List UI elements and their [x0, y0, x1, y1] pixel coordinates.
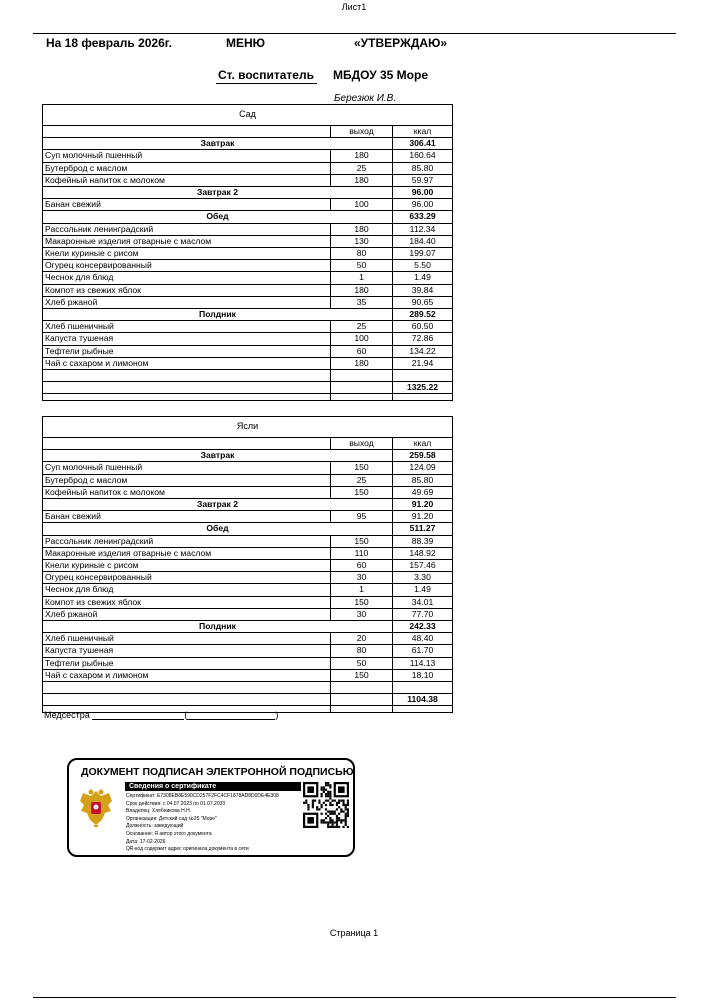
menu-date: На 18 февраль 2026г. [46, 36, 172, 50]
meal-name: Обед [43, 211, 393, 223]
dish-output: 150 [331, 596, 393, 608]
dish-output: 110 [331, 547, 393, 559]
dish-name: Чеснок для блюд [43, 272, 331, 284]
dish-output: 25 [331, 474, 393, 486]
dish-output: 95 [331, 511, 393, 523]
dish-kcal: 184.40 [393, 235, 453, 247]
dish-output: 60 [331, 345, 393, 357]
nurse-open-paren: ( [184, 710, 188, 720]
dish-kcal: 134.22 [393, 345, 453, 357]
dish-name: Огурец консервированный [43, 572, 331, 584]
dish-kcal: 77.70 [393, 608, 453, 620]
certificate-header: Сведения о сертификате [125, 782, 301, 791]
dish-kcal: 114.13 [393, 657, 453, 669]
dish-name: Капуста тушеная [43, 333, 331, 345]
dish-kcal: 90.65 [393, 296, 453, 308]
empty-row [43, 394, 453, 401]
dish-name: Суп молочный пшенный [43, 150, 331, 162]
dish-output: 150 [331, 486, 393, 498]
meal-header-row [43, 211, 453, 223]
dish-output: 30 [331, 572, 393, 584]
meal-total-kcal: 259.58 [393, 450, 453, 462]
dish-output: 150 [331, 462, 393, 474]
empty-cell [331, 682, 393, 694]
meal-total-kcal: 289.52 [393, 309, 453, 321]
dish-output: 100 [331, 333, 393, 345]
stamp-title: ДОКУМЕНТ ПОДПИСАН ЭЛЕКТРОННОЙ ПОДПИСЬЮ [81, 766, 354, 778]
meal-name: Завтрак 2 [43, 499, 393, 511]
dish-kcal: 18.10 [393, 669, 453, 681]
dish-kcal: 124.09 [393, 462, 453, 474]
qr-code-icon [303, 782, 349, 828]
dish-name: Тефтели рыбные [43, 345, 331, 357]
dish-name: Кофейный напиток с молоком [43, 174, 331, 186]
empty-cell [393, 370, 453, 382]
dish-name: Тефтели рыбные [43, 657, 331, 669]
dish-kcal: 88.39 [393, 535, 453, 547]
dish-row [43, 572, 453, 584]
dish-output: 1 [331, 272, 393, 284]
sheet-name: Лист1 [341, 2, 367, 12]
dish-kcal: 199.07 [393, 248, 453, 260]
certificate-line: Организация: Детский сад №35 "Море" [126, 815, 217, 822]
dish-row [43, 296, 453, 308]
russian-coat-of-arms-icon [77, 787, 115, 829]
meal-name: Завтрак [43, 450, 393, 462]
dish-name: Макаронные изделия отварные с маслом [43, 547, 331, 559]
dish-name: Хлеб ржаной [43, 608, 331, 620]
dish-name: Хлеб пшеничный [43, 633, 331, 645]
dish-kcal: 3.30 [393, 572, 453, 584]
dish-kcal: 91.20 [393, 511, 453, 523]
dish-row [43, 584, 453, 596]
position-underline [216, 83, 317, 84]
dish-name: Хлеб ржаной [43, 296, 331, 308]
empty-cell [331, 706, 393, 713]
output-column-header: выход [331, 126, 393, 138]
meal-header-row [43, 187, 453, 199]
kcal-column-header: ккал [393, 438, 453, 450]
empty-cell [331, 694, 393, 706]
dish-output: 30 [331, 608, 393, 620]
dish-output: 80 [331, 645, 393, 657]
dish-output: 180 [331, 284, 393, 296]
dish-output: 20 [331, 633, 393, 645]
dish-output: 180 [331, 223, 393, 235]
grand-total-kcal: 1104.38 [393, 694, 453, 706]
dish-output: 50 [331, 260, 393, 272]
dish-row [43, 248, 453, 260]
meal-header-row [43, 309, 453, 321]
meal-header-row [43, 499, 453, 511]
dish-name: Суп молочный пшенный [43, 462, 331, 474]
dish-kcal: 59.97 [393, 174, 453, 186]
dish-output: 35 [331, 296, 393, 308]
dish-kcal: 1.49 [393, 584, 453, 596]
grand-total-kcal: 1325.22 [393, 382, 453, 394]
nurse-signature-blank [92, 711, 184, 720]
dish-name: Компот из свежих яблок [43, 596, 331, 608]
dish-row [43, 199, 453, 211]
dish-row [43, 260, 453, 272]
certificate-line: Дата: 17-02-2026 [126, 838, 166, 845]
e-signature-stamp [67, 758, 355, 857]
organization-name: МБДОУ 35 Море [333, 68, 429, 82]
dish-row [43, 547, 453, 559]
nurse-signature-line [44, 710, 278, 720]
dish-column-header [43, 126, 331, 138]
certificate-details [126, 793, 279, 854]
meal-name: Обед [43, 523, 393, 535]
dish-name: Бутерброд с маслом [43, 162, 331, 174]
dish-kcal: 61.70 [393, 645, 453, 657]
dish-kcal: 21.94 [393, 357, 453, 369]
dish-output: 180 [331, 150, 393, 162]
dish-name: Огурец консервированный [43, 260, 331, 272]
dish-name: Капуста тушеная [43, 645, 331, 657]
certificate-line: Владелец: Хлебникова Н.Н. [126, 808, 192, 815]
dish-name: Рассольник ленинградский [43, 535, 331, 547]
empty-cell [43, 682, 331, 694]
dish-name: Кнели куриные с рисом [43, 248, 331, 260]
meal-total-kcal: 633.29 [393, 211, 453, 223]
dish-row [43, 150, 453, 162]
dish-kcal: 160.64 [393, 150, 453, 162]
meal-total-kcal: 91.20 [393, 499, 453, 511]
dish-name: Компот из свежих яблок [43, 284, 331, 296]
dish-kcal: 1.49 [393, 272, 453, 284]
dish-output: 150 [331, 535, 393, 547]
dish-kcal: 85.80 [393, 474, 453, 486]
dish-row [43, 235, 453, 247]
empty-cell [43, 370, 331, 382]
dish-output: 50 [331, 657, 393, 669]
dish-row [43, 333, 453, 345]
dish-output: 1 [331, 584, 393, 596]
dish-name: Бутерброд с маслом [43, 474, 331, 486]
certificate-line: Срок действия: с 04.07.2023 по 01.07.2033 [126, 800, 226, 807]
dish-output: 60 [331, 560, 393, 572]
table-title: Сад [43, 105, 453, 126]
certificate-line: Сертификат: E7308EB8E590CD257F2FC4CF1878AD8D0DE4E308 [126, 793, 279, 799]
dish-row [43, 321, 453, 333]
nurse-label: Медсестра [44, 710, 90, 720]
dish-name: Чай с сахаром и лимоном [43, 357, 331, 369]
dish-output: 180 [331, 357, 393, 369]
dish-row [43, 596, 453, 608]
dish-row [43, 645, 453, 657]
meal-total-kcal: 511.27 [393, 523, 453, 535]
meal-header-row [43, 523, 453, 535]
table-title: Ясли [43, 417, 453, 438]
table-title-row [43, 105, 453, 126]
dish-kcal: 85.80 [393, 162, 453, 174]
dish-name: Чеснок для блюд [43, 584, 331, 596]
empty-row [43, 682, 453, 694]
dish-row [43, 272, 453, 284]
bottom-rule [33, 997, 676, 998]
dish-row [43, 462, 453, 474]
dish-kcal: 72.86 [393, 333, 453, 345]
dish-name: Хлеб пшеничный [43, 321, 331, 333]
meal-total-kcal: 96.00 [393, 187, 453, 199]
meal-header-row [43, 450, 453, 462]
menu-table-nursery [42, 416, 453, 713]
empty-row [43, 370, 453, 382]
dish-row [43, 223, 453, 235]
dish-row [43, 174, 453, 186]
table-title-row [43, 417, 453, 438]
dish-kcal: 157.46 [393, 560, 453, 572]
grand-total-row [43, 382, 453, 394]
empty-cell [331, 382, 393, 394]
dish-kcal: 39.84 [393, 284, 453, 296]
dish-kcal: 60.50 [393, 321, 453, 333]
dish-output: 130 [331, 235, 393, 247]
dish-name: Кофейный напиток с молоком [43, 486, 331, 498]
dish-output: 25 [331, 321, 393, 333]
dish-column-header [43, 438, 331, 450]
certificate-line: Должность: заведующий [126, 823, 184, 830]
menu-title: МЕНЮ [226, 36, 266, 50]
dish-row [43, 511, 453, 523]
menu-table-garden [42, 104, 453, 401]
dish-row [43, 162, 453, 174]
dish-row [43, 560, 453, 572]
nurse-name-blank [187, 711, 275, 720]
dish-kcal: 34.01 [393, 596, 453, 608]
page-number: Страница 1 [329, 928, 379, 938]
meal-total-kcal: 306.41 [393, 138, 453, 150]
dish-kcal: 5.50 [393, 260, 453, 272]
empty-cell [393, 706, 453, 713]
approve-label: «УТВЕРЖДАЮ» [354, 36, 448, 50]
dish-name: Банан свежий [43, 511, 331, 523]
grand-total-row [43, 694, 453, 706]
top-rule [33, 33, 676, 34]
dish-kcal: 96.00 [393, 199, 453, 211]
approver-position: Ст. воспитатель [218, 68, 314, 82]
dish-row [43, 345, 453, 357]
empty-cell [43, 382, 331, 394]
dish-kcal: 112.34 [393, 223, 453, 235]
empty-cell [393, 394, 453, 401]
dish-name: Кнели куриные с рисом [43, 560, 331, 572]
dish-name: Чай с сахаром и лимоном [43, 669, 331, 681]
empty-cell [331, 394, 393, 401]
table-header-row [43, 438, 453, 450]
dish-row [43, 486, 453, 498]
dish-row [43, 535, 453, 547]
nurse-close-paren: ) [275, 710, 279, 720]
meal-total-kcal: 242.33 [393, 621, 453, 633]
dish-output: 180 [331, 174, 393, 186]
output-column-header: выход [331, 438, 393, 450]
dish-row [43, 357, 453, 369]
certificate-line: Основание: Я автор этого документа [126, 830, 212, 837]
dish-row [43, 657, 453, 669]
dish-row [43, 474, 453, 486]
meal-name: Полдник [43, 621, 393, 633]
dish-output: 80 [331, 248, 393, 260]
dish-output: 150 [331, 669, 393, 681]
dish-name: Макаронные изделия отварные с маслом [43, 235, 331, 247]
dish-kcal: 148.92 [393, 547, 453, 559]
dish-name: Банан свежий [43, 199, 331, 211]
dish-row [43, 284, 453, 296]
empty-cell [43, 394, 331, 401]
dish-name: Рассольник ленинградский [43, 223, 331, 235]
dish-kcal: 49.69 [393, 486, 453, 498]
empty-cell [43, 694, 331, 706]
meal-header-row [43, 621, 453, 633]
dish-row [43, 608, 453, 620]
dish-kcal: 48.40 [393, 633, 453, 645]
meal-name: Завтрак 2 [43, 187, 393, 199]
dish-output: 100 [331, 199, 393, 211]
table-header-row [43, 126, 453, 138]
approver-name: Березюк И.В. [334, 93, 397, 104]
meal-header-row [43, 138, 453, 150]
empty-cell [331, 370, 393, 382]
meal-name: Полдник [43, 309, 393, 321]
dish-row [43, 633, 453, 645]
empty-cell [393, 682, 453, 694]
dish-row [43, 669, 453, 681]
certificate-line: QR-код содержит адрес оригинала документа в сети [126, 846, 249, 853]
kcal-column-header: ккал [393, 126, 453, 138]
dish-output: 25 [331, 162, 393, 174]
meal-name: Завтрак [43, 138, 393, 150]
